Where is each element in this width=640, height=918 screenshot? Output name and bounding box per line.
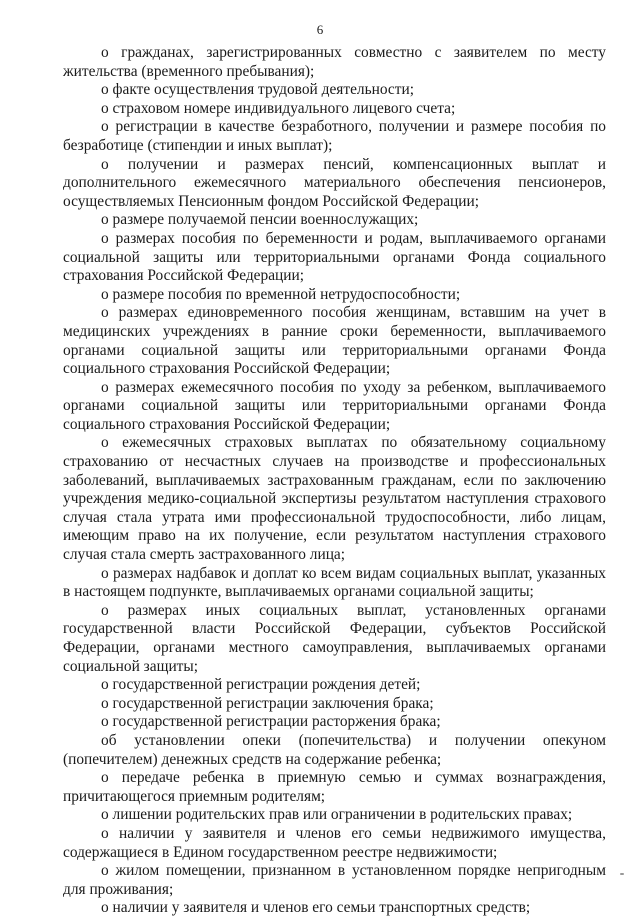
paragraph-10: о размерах ежемесячного пособия по уходу за ребенком, выплачиваемого органами социальной защиты или территориальными органами Фонда социального страхования Российской Федерации; — [63, 378, 606, 433]
page-number: 6 — [316, 22, 324, 37]
paragraph-9: о размерах единовременного пособия женщинам, вставшим на учет в медицинских учреждениях в ранние сроки беременности, выплачиваемого органами социальной защиты или территориальными органами Фонда социального страхования Российской Федерации; — [63, 304, 606, 378]
paragraph-14: о государственной регистрации рождения детей; — [101, 676, 421, 694]
paragraph-13: о размерах иных социальных выплат, установленных органами государственной власти Российской Федерации, субъектов Российской Федерации, органами местного самоуправления, выплачиваемых органами социальной защиты; — [63, 601, 606, 675]
paragraph-6: о размере получаемой пенсии военнослужащих; — [101, 211, 419, 229]
paragraph-8: о размере пособия по временной нетрудоспособности; — [101, 285, 461, 303]
paragraph-1: о гражданах, зарегистрированных совместно с заявителем по месту жительства (временного пребывания); — [63, 44, 606, 80]
document-body — [63, 44, 606, 918]
paragraph-16: о государственной регистрации расторжения брака; — [101, 713, 441, 731]
paragraph-4: о регистрации в качестве безработного, получении и размере пособия по безработице (стипендии и иных выплат); — [63, 118, 606, 154]
scan-artifact — [620, 873, 624, 875]
paragraph-3: о страховом номере индивидуального лицевого счета; — [101, 99, 456, 117]
paragraph-17: об установлении опеки (попечительства) и получении опекуном (попечителем) денежных средств на содержание ребенка; — [63, 731, 606, 768]
paragraph-21: о жилом помещении, признанном в установленном порядке непригодным для проживания; — [63, 862, 606, 898]
paragraph-20: о наличии у заявителя и членов его семьи недвижимого имущества, содержащиеся в Едином государственном реестре недвижимости; — [63, 824, 606, 861]
paragraph-2: о факте осуществления трудовой деятельности; — [101, 81, 415, 99]
paragraph-19: о лишении родительских прав или ограничении в родительских правах; — [101, 806, 573, 824]
paragraph-12: о размерах надбавок и доплат ко всем видам социальных выплат, указанных в настоящем подпункте, выплачиваемых органами социальной защиты; — [63, 564, 606, 601]
paragraph-7: о размерах пособия по беременности и родам, выплачиваемого органами социальной защиты или территориальными органами Фонда социального страхования Российской Федерации; — [63, 229, 606, 285]
paragraph-22: о наличии у заявителя и членов его семьи транспортных средств; — [101, 899, 531, 917]
paragraph-11: о ежемесячных страховых выплатах по обязательному социальному страхованию от несчастных случаев на производстве и профессиональных заболеваний, выплачиваемых застрахованным гражданам, если по заключению учреждения медико-социальной экспертизы результатом наступления страхового случая стала утрата ими профессиональной трудоспособности, либо лицам, имеющим право на их получение, если результатом наступления страхового случая стала смерть застрахованного лица; — [63, 434, 606, 564]
paragraph-5: о получении и размерах пенсий, компенсационных выплат и дополнительного ежемесячного материального обеспечения пенсионеров, осуществляемых Пенсионным фондом Российской Федерации; — [63, 155, 606, 210]
paragraph-18: о передаче ребенка в приемную семью и суммах вознаграждения, причитающегося приемным родителям; — [63, 769, 606, 805]
paragraph-15: о государственной регистрации заключения брака; — [101, 694, 434, 712]
